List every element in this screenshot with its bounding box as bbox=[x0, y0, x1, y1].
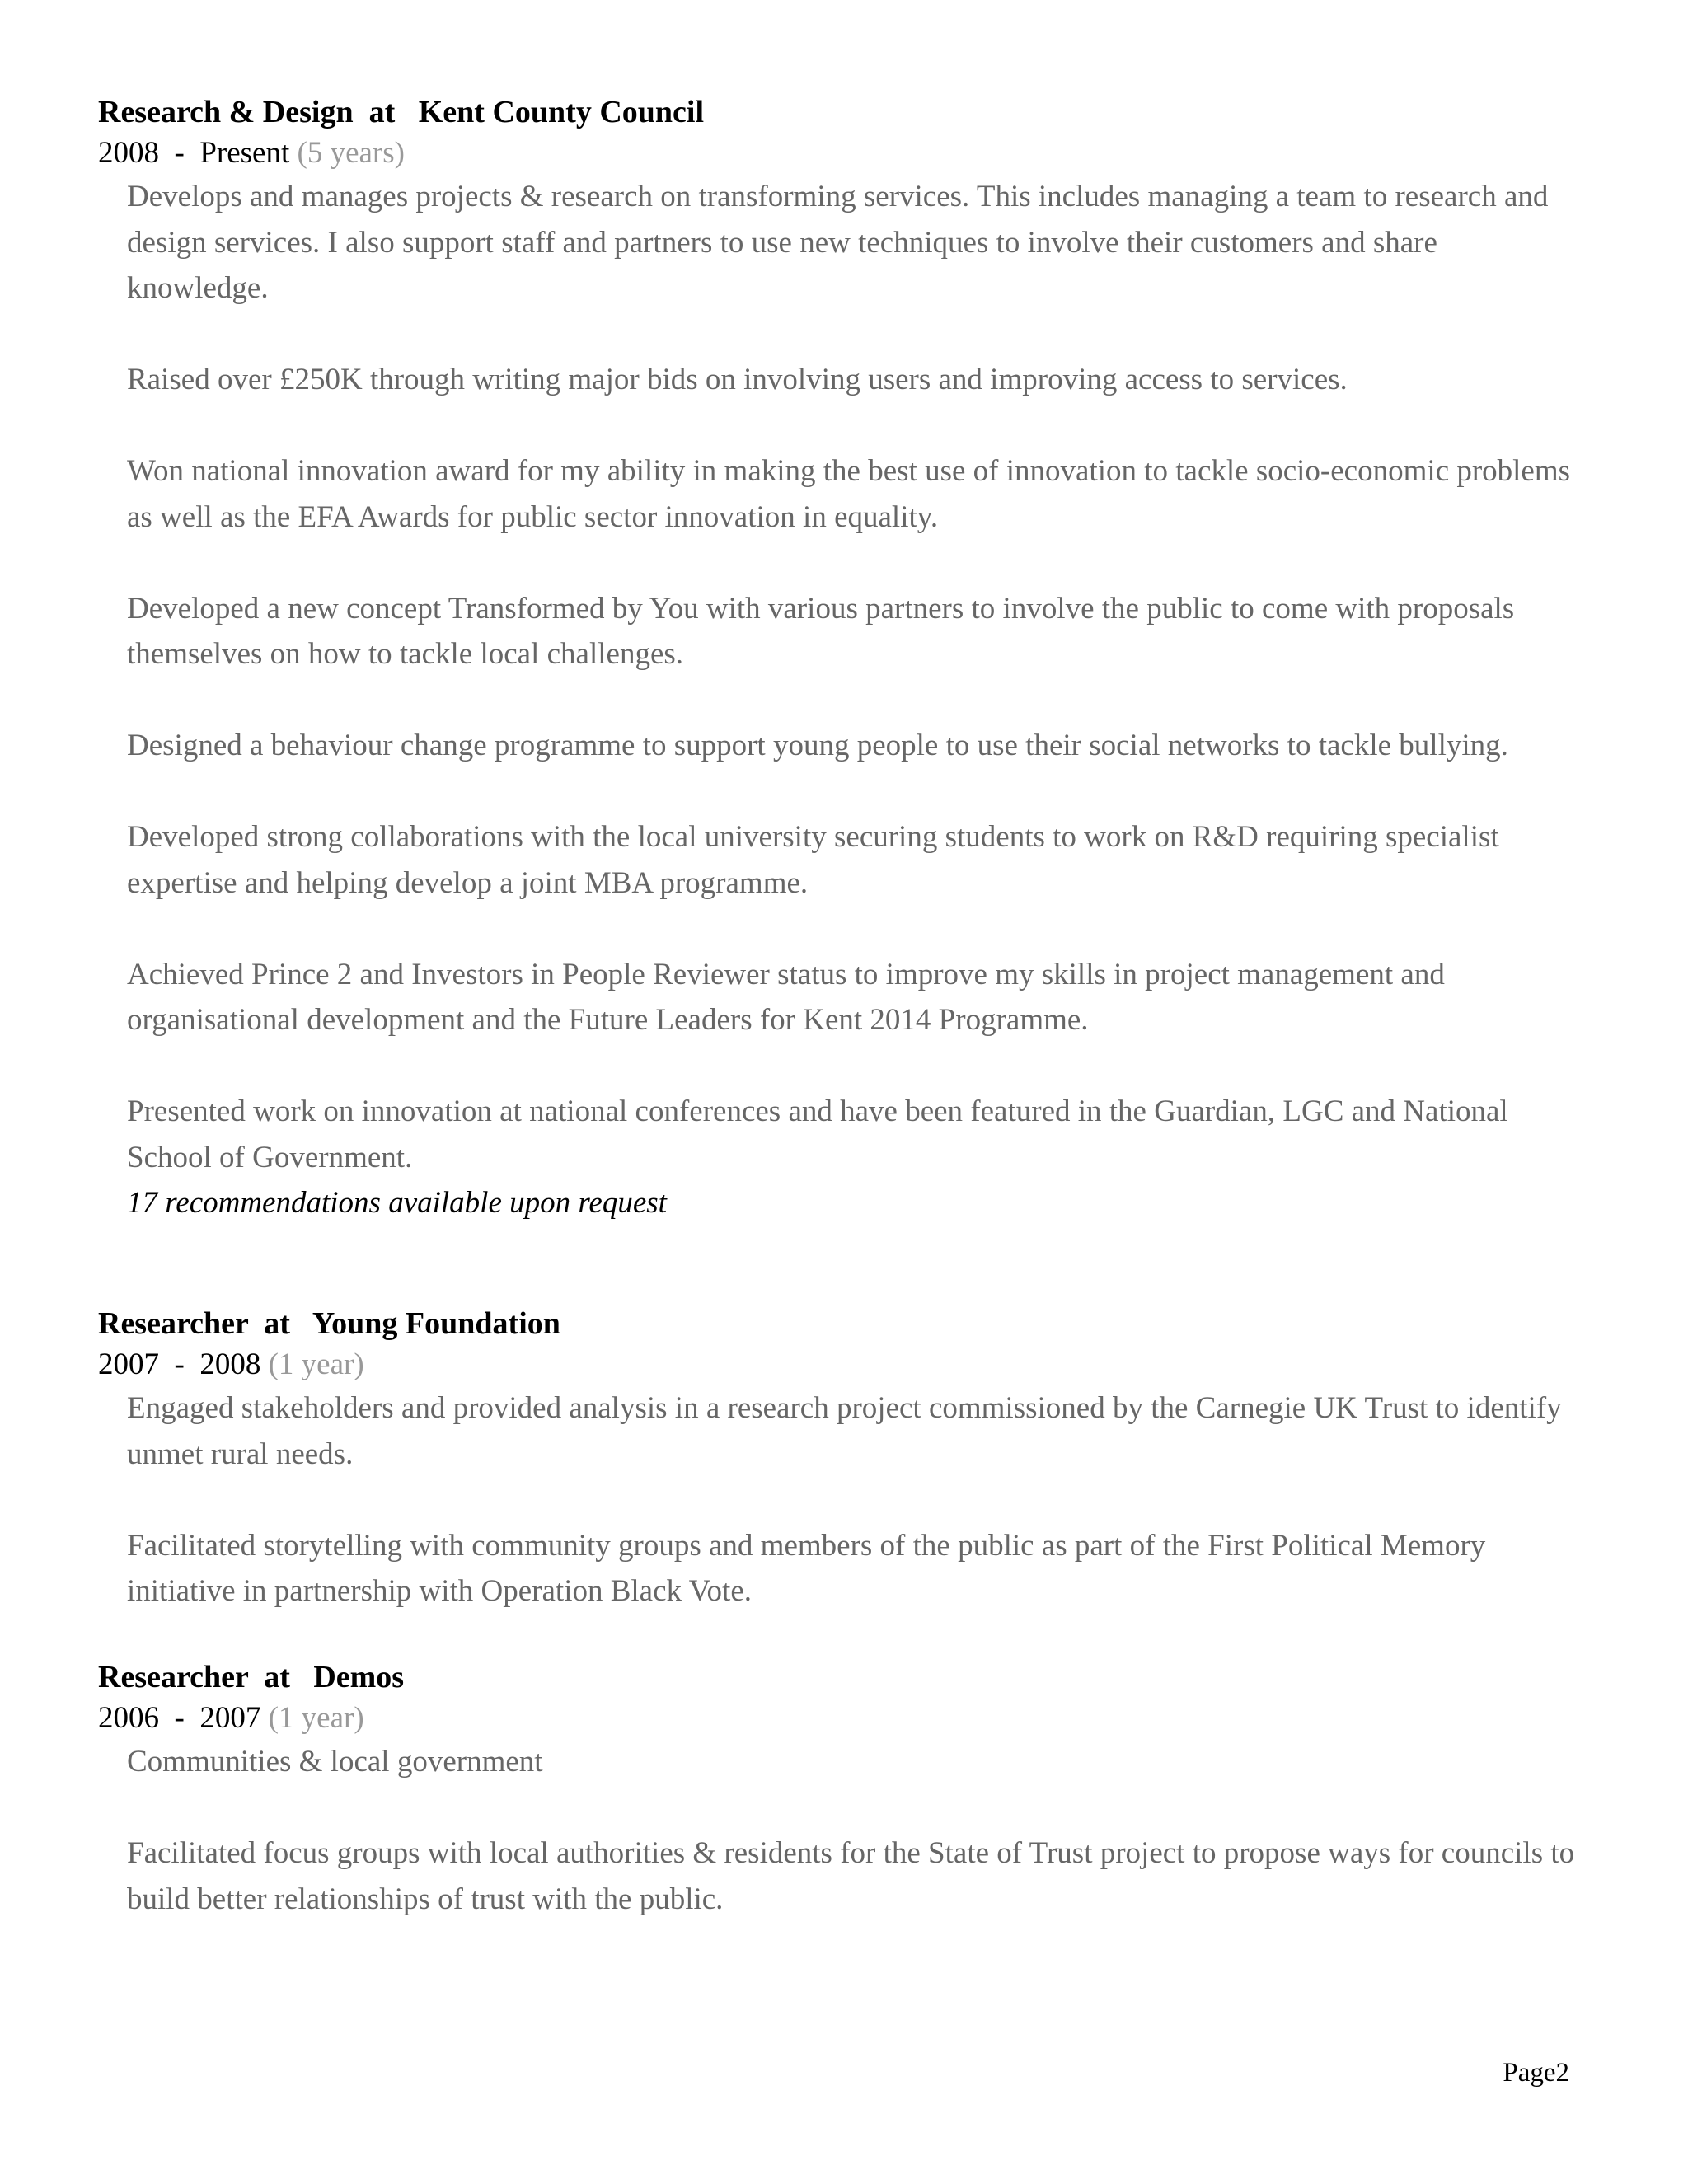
job-dates bbox=[98, 1698, 1582, 1739]
job-description bbox=[127, 1739, 1578, 1922]
description-paragraph: Developed a new concept Transformed by You with various partners to involve the public to come with proposals themselves on how to tackle local challenges. bbox=[127, 591, 1515, 671]
job-title: Researcher at Demos bbox=[98, 1660, 405, 1694]
job-duration: (1 year) bbox=[268, 1701, 364, 1735]
recommendations-note: 17 recommendations available upon request bbox=[127, 1186, 667, 1220]
description-paragraph: Achieved Prince 2 and Investors in People Reviewer status to improve my skills in project management and organisational development and the Future Leaders for Kent 2014 Programme. bbox=[127, 957, 1445, 1037]
description-paragraph: Engaged stakeholders and provided analysis in a research project commissioned by the Carnegie UK Trust to identify unmet rural needs. bbox=[127, 1391, 1562, 1471]
description-paragraph: Facilitated storytelling with community groups and members of the public as part of the First Political Memory initiative in partnership with Operation Black Vote. bbox=[127, 1528, 1486, 1608]
job-description bbox=[127, 174, 1578, 1226]
description-paragraph: Presented work on innovation at national conferences and have been featured in the Guardian, LGC and National School of Government. bbox=[127, 1094, 1508, 1174]
job-description bbox=[127, 1385, 1578, 1615]
description-paragraph: Communities & local government bbox=[127, 1745, 543, 1779]
description-paragraph: Facilitated focus groups with local authorities & residents for the State of Trust project to propose ways for councils to build better relationships of trust with the public. bbox=[127, 1836, 1575, 1916]
description-paragraph: Raised over £250K through writing major bids on involving users and improving access to services. bbox=[127, 363, 1348, 396]
description-paragraph: Won national innovation award for my ability in making the best use of innovation to tackle socio-economic problems as well as the EFA Awards for public sector innovation in equality. bbox=[127, 454, 1571, 534]
description-paragraph: Designed a behaviour change programme to support young people to use their social networks to tackle bullying. bbox=[127, 729, 1508, 762]
date-range: 2007 - 2008 bbox=[98, 1347, 261, 1381]
description-paragraph: Developed strong collaborations with the local university securing students to work on R&D requiring specialist expertise and helping develop a joint MBA programme. bbox=[127, 820, 1499, 900]
date-range: 2008 - Present bbox=[98, 136, 290, 170]
page-number: Page2 bbox=[1503, 2058, 1569, 2088]
date-range: 2006 - 2007 bbox=[98, 1701, 261, 1735]
job-entry-young-foundation bbox=[98, 1303, 1582, 1615]
job-title: Research & Design at Kent County Council bbox=[98, 95, 705, 129]
job-entry-demos bbox=[98, 1657, 1582, 1922]
job-dates bbox=[98, 1344, 1582, 1385]
description-paragraph: Develops and manages projects & research on transforming services. This includes managing a team to research and design services. I also support staff and partners to use new techniques to involve their customers and share knowledge. bbox=[127, 180, 1549, 305]
job-duration: (5 years) bbox=[297, 136, 405, 170]
job-dates bbox=[98, 133, 1582, 174]
job-title: Researcher at Young Foundation bbox=[98, 1306, 560, 1341]
job-entry-kent-county-council bbox=[98, 91, 1582, 1226]
job-duration: (1 year) bbox=[268, 1347, 364, 1381]
